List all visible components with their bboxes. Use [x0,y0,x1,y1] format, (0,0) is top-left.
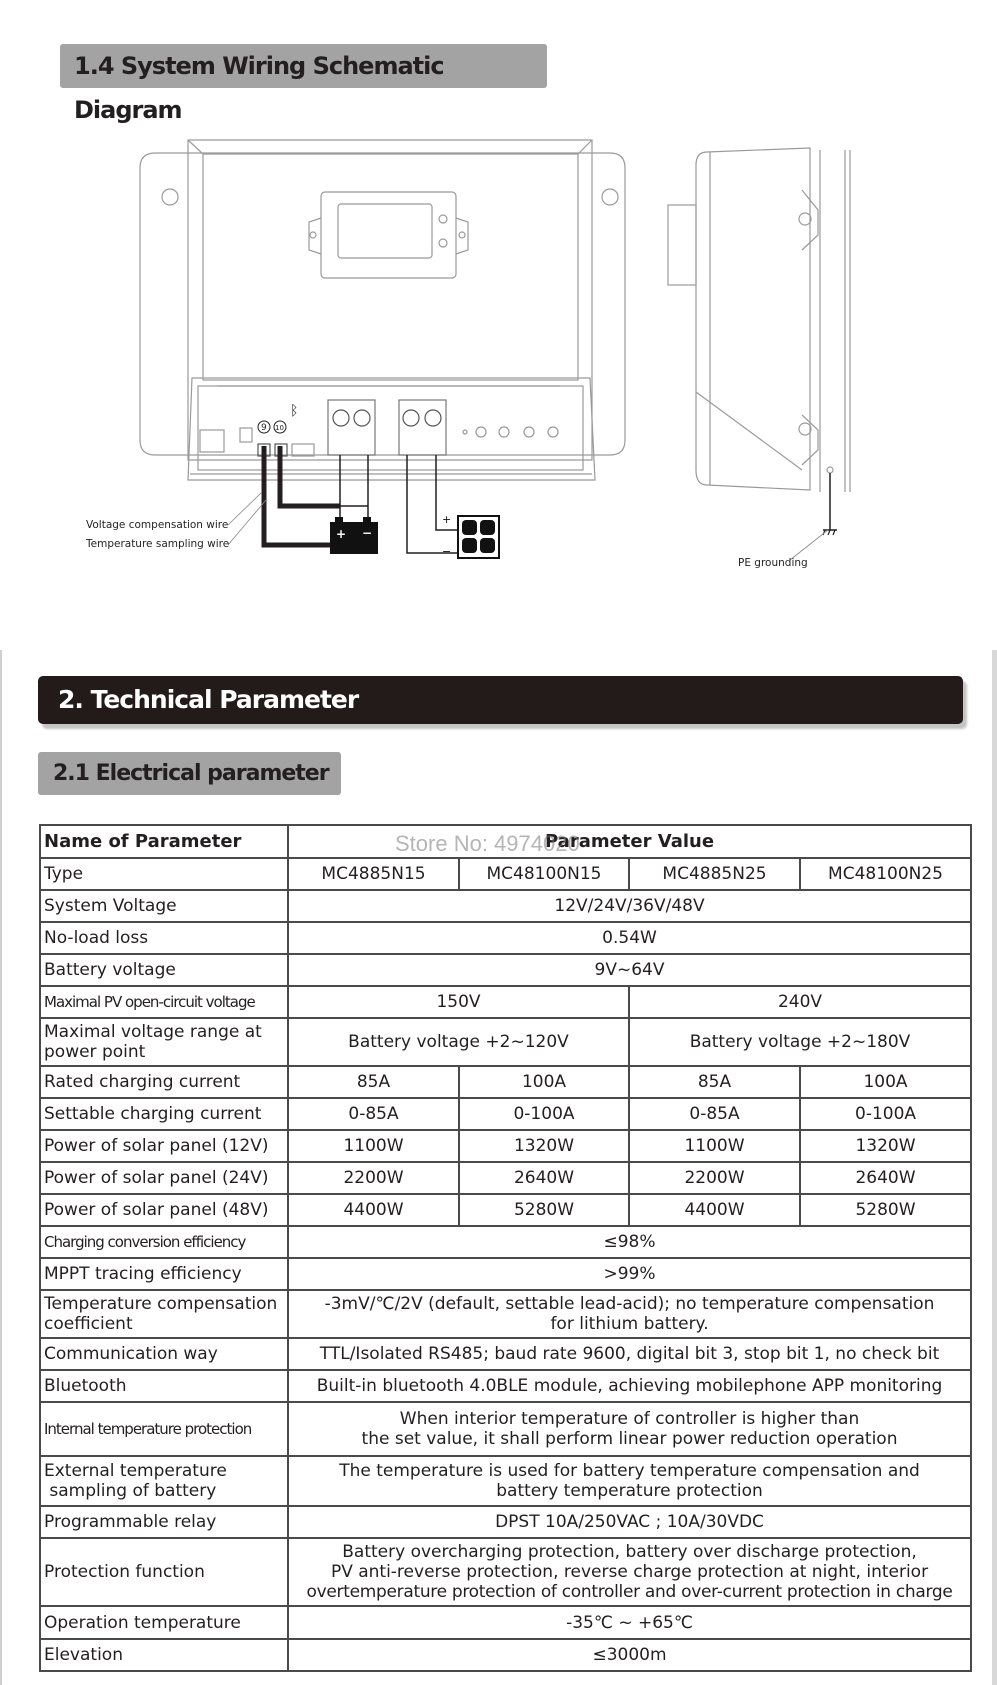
param-value: >99% [288,1258,971,1290]
table-row [40,1606,971,1639]
solar-panel-icon [442,513,499,558]
param-name: No-load loss [40,922,288,954]
table-row [40,858,971,890]
param-value: 0.54W [288,922,971,954]
param-name: Internal temperature protection [40,1402,288,1456]
header-parameter-value: Parameter Value [288,825,971,858]
table-row [40,1226,971,1258]
param-value: 85A [288,1066,459,1098]
param-value: 9V~64V [288,954,971,986]
param-value-line: -3mV/℃/2V (default, settable lead-acid); no temperature compensation [324,1294,935,1314]
param-value: 1320W [800,1130,971,1162]
section-heading-wiring-diagram: 1.4 System Wiring Schematic Diagram [60,44,547,88]
param-name: Protection function [40,1538,288,1606]
param-value: 150V [288,986,629,1018]
param-value: 2200W [629,1162,800,1194]
temperature-sampling-wire-label: Temperature sampling wire [86,538,230,550]
table-row [40,1066,971,1098]
param-value: DPST 10A/250VAC ; 10A/30VDC [288,1506,971,1538]
table-row [40,986,971,1018]
page-frame-left [0,650,2,1685]
param-value-line: for lithium battery. [550,1314,709,1334]
store-watermark: Store No: 4974020 [395,831,580,856]
param-value: -35℃ ~ +65℃ [288,1606,971,1639]
param-value [288,1402,971,1456]
svg-text:+: + [336,527,347,541]
param-name: Power of solar panel (12V) [40,1130,288,1162]
param-value: 2640W [459,1162,629,1194]
table-row [40,1098,971,1130]
param-value-line: The temperature is used for battery temperature compensation and [339,1461,920,1481]
table-row [40,922,971,954]
table-row [40,1402,971,1456]
svg-text:−: − [442,545,452,558]
param-name: Power of solar panel (24V) [40,1162,288,1194]
param-value: 0-85A [629,1098,800,1130]
param-name: Maximal PV open-circuit voltage [40,986,288,1018]
param-value: 5280W [459,1194,629,1226]
param-value: 0-100A [459,1098,629,1130]
table-row [40,1456,971,1506]
param-value [288,1456,971,1506]
param-value-line: Battery overcharging protection, battery over discharge protection, [342,1542,917,1562]
table-row [40,1194,971,1226]
param-value: 0-100A [800,1098,971,1130]
table-row [40,1130,971,1162]
param-value [288,1538,971,1606]
param-name: Elevation [40,1639,288,1671]
section-heading-electrical-parameter: 2.1 Electrical parameter [38,752,341,795]
table-row [40,1538,971,1606]
param-value: MC48100N15 [459,858,629,890]
param-name: Power of solar panel (48V) [40,1194,288,1226]
param-value: 4400W [629,1194,800,1226]
param-value: 0-85A [288,1098,459,1130]
wiring-schematic-diagram [0,120,997,590]
table-row [40,1370,971,1402]
svg-text:9: 9 [261,423,267,433]
param-name: System Voltage [40,890,288,922]
param-name: Charging conversion efficiency [40,1226,288,1258]
voltage-compensation-wire-label: Voltage compensation wire [86,519,229,531]
param-value [288,1290,971,1338]
param-value: MC4885N15 [288,858,459,890]
table-row [40,1338,971,1370]
param-name: Type [40,858,288,890]
param-value: 2200W [288,1162,459,1194]
param-name: Programmable relay [40,1506,288,1538]
svg-text:+: + [442,513,452,526]
table-row [40,1258,971,1290]
param-value: MC4885N25 [629,858,800,890]
section-heading-technical-parameter: 2. Technical Parameter [38,676,963,724]
header-name-of-parameter: Name of Parameter [40,825,288,858]
param-value: 2640W [800,1162,971,1194]
electrical-parameter-table [39,824,972,1672]
param-name [40,1456,288,1506]
param-value: ≤98% [288,1226,971,1258]
param-value: 4400W [288,1194,459,1226]
param-value: Built-in bluetooth 4.0BLE module, achieving mobilephone APP monitoring [288,1370,971,1402]
param-value: 100A [459,1066,629,1098]
param-value: Battery voltage +2~180V [629,1018,971,1066]
param-value: 1320W [459,1130,629,1162]
param-name-line: sampling of battery [44,1481,217,1501]
param-value: TTL/Isolated RS485; baud rate 9600, digital bit 3, stop bit 1, no check bit [288,1338,971,1370]
param-name: Settable charging current [40,1098,288,1130]
param-value: 1100W [629,1130,800,1162]
param-value: 85A [629,1066,800,1098]
param-name-line: External temperature [44,1461,227,1481]
param-value-line: When interior temperature of controller is higher than [399,1409,860,1429]
param-name: Bluetooth [40,1370,288,1402]
battery-icon [330,517,378,554]
param-value: Battery voltage +2~120V [288,1018,629,1066]
table-row [40,890,971,922]
param-value-line: battery temperature protection [496,1481,763,1501]
table-row [40,1162,971,1194]
param-name: MPPT tracing efficiency [40,1258,288,1290]
svg-text:−: − [362,526,373,540]
mounting-plate [140,153,625,455]
param-value-line: the set value, it shall perform linear power reduction operation [361,1429,898,1449]
page-frame-right [992,650,997,1685]
bluetooth-icon: ᛒ [290,403,299,419]
param-value-line: overtemperature protection of controller and over-current protection in charge [306,1582,953,1602]
param-value: 12V/24V/36V/48V [288,890,971,922]
param-value: 100A [800,1066,971,1098]
param-value-line: PV anti-reverse protection, reverse charge protection at night, interior [330,1562,929,1582]
table-row [40,1290,971,1338]
param-name: Operation temperature [40,1606,288,1639]
param-value: 1100W [288,1130,459,1162]
table-row [40,1639,971,1671]
param-value: ≤3000m [288,1639,971,1671]
table-row [40,1506,971,1538]
param-name: Communication way [40,1338,288,1370]
param-value: 240V [629,986,971,1018]
pe-grounding-label: PE grounding [738,557,808,569]
table-row [40,954,971,986]
param-value: MC48100N25 [800,858,971,890]
svg-text:10: 10 [275,424,284,432]
param-name: Battery voltage [40,954,288,986]
table-row [40,1018,971,1066]
param-name: Rated charging current [40,1066,288,1098]
table-header-row [40,825,971,858]
param-value: 5280W [800,1194,971,1226]
param-name: Temperature compensation coefficient [40,1290,288,1338]
param-name: Maximal voltage range at power point [40,1018,288,1066]
